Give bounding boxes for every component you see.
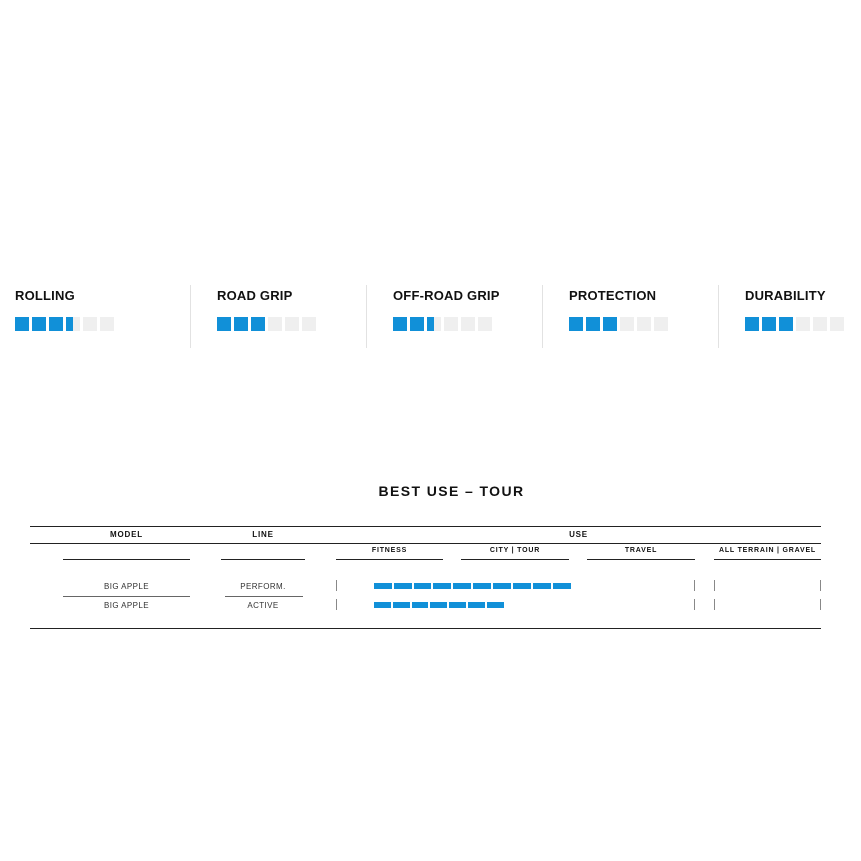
rating-label: PROTECTION xyxy=(569,288,657,303)
use-range-bar xyxy=(374,602,504,608)
rating-segment xyxy=(49,317,63,331)
use-tick xyxy=(694,580,695,591)
rating-segment-fill xyxy=(762,317,776,331)
use-tick xyxy=(694,599,695,610)
rating-segment-fill xyxy=(49,317,63,331)
header-rule xyxy=(30,543,821,544)
rating-segment-fill xyxy=(15,317,29,331)
rating-segment-fill xyxy=(217,317,231,331)
use-category-travel: TRAVEL xyxy=(624,547,658,554)
use-bar-segment xyxy=(393,602,410,608)
use-bar-segment xyxy=(374,583,392,589)
rating-segment xyxy=(15,317,29,331)
rating-segment-fill xyxy=(393,317,407,331)
rating-segment xyxy=(779,317,793,331)
rating-label: OFF-ROAD GRIP xyxy=(393,288,500,303)
rating-segment-fill xyxy=(569,317,583,331)
rating-segment xyxy=(637,317,651,331)
rating-meter xyxy=(745,317,847,331)
use-tick xyxy=(336,599,337,610)
rating-segment xyxy=(285,317,299,331)
rating-segment-fill xyxy=(603,317,617,331)
rating-segment-fill xyxy=(234,317,248,331)
divider xyxy=(366,285,367,348)
rating-segment-fill xyxy=(32,317,46,331)
use-range-bar xyxy=(374,583,571,589)
rating-segment xyxy=(410,317,424,331)
rating-segment xyxy=(461,317,475,331)
row-divider xyxy=(225,596,303,597)
rating-segment xyxy=(393,317,407,331)
table-bottom-rule xyxy=(30,628,821,629)
row-line: PERFORM. xyxy=(240,582,286,591)
row-line: ACTIVE xyxy=(247,601,279,610)
use-tick xyxy=(336,580,337,591)
divider xyxy=(542,285,543,348)
use-bar-segment xyxy=(394,583,412,589)
rating-segment-fill xyxy=(586,317,600,331)
use-bar-segment xyxy=(493,583,511,589)
row-model: BIG APPLE xyxy=(104,601,149,610)
rating-meter xyxy=(393,317,495,331)
fitness-underline xyxy=(336,559,443,560)
rating-segment xyxy=(586,317,600,331)
column-header-model: MODEL xyxy=(110,530,143,539)
rating-segment xyxy=(302,317,316,331)
use-bar-segment xyxy=(473,583,491,589)
rating-segment xyxy=(66,317,80,331)
use-bar-segment xyxy=(430,602,447,608)
rating-segment xyxy=(234,317,248,331)
use-bar-segment xyxy=(374,602,391,608)
rating-segment xyxy=(32,317,46,331)
rating-meter xyxy=(15,317,117,331)
rating-segment xyxy=(796,317,810,331)
row-divider xyxy=(63,596,190,597)
rating-segment xyxy=(478,317,492,331)
rating-segment xyxy=(268,317,282,331)
rating-meter xyxy=(217,317,319,331)
rating-segment xyxy=(762,317,776,331)
rating-segment xyxy=(745,317,759,331)
use-tick xyxy=(714,580,715,591)
divider xyxy=(190,285,191,348)
rating-segment xyxy=(427,317,441,331)
rating-meter xyxy=(569,317,671,331)
use-bar-segment xyxy=(453,583,471,589)
use-bar-segment xyxy=(513,583,531,589)
row-model: BIG APPLE xyxy=(104,582,149,591)
divider xyxy=(718,285,719,348)
use-tick xyxy=(820,580,821,591)
city-tour-underline xyxy=(461,559,569,560)
ratings-row xyxy=(0,283,861,348)
column-header-line: LINE xyxy=(252,530,274,539)
use-category-all-terrain: ALL TERRAIN | GRAVEL xyxy=(718,547,817,554)
rating-segment xyxy=(100,317,114,331)
use-bar-segment xyxy=(487,602,504,608)
rating-segment xyxy=(603,317,617,331)
rating-label: ROLLING xyxy=(15,288,75,303)
all-terrain-underline xyxy=(714,559,821,560)
rating-segment xyxy=(83,317,97,331)
use-category-fitness: FITNESS xyxy=(371,547,408,554)
use-bar-segment xyxy=(412,602,429,608)
rating-segment-fill xyxy=(66,317,73,331)
use-bar-segment xyxy=(449,602,466,608)
rating-label: DURABILITY xyxy=(745,288,826,303)
rating-segment xyxy=(620,317,634,331)
table-top-rule xyxy=(30,526,821,527)
rating-segment-fill xyxy=(410,317,424,331)
rating-segment xyxy=(813,317,827,331)
use-bar-segment xyxy=(414,583,432,589)
use-bar-segment xyxy=(553,583,571,589)
rating-segment xyxy=(444,317,458,331)
rating-segment xyxy=(251,317,265,331)
rating-segment-fill xyxy=(745,317,759,331)
rating-segment xyxy=(654,317,668,331)
rating-label: ROAD GRIP xyxy=(217,288,293,303)
rating-segment xyxy=(830,317,844,331)
travel-underline xyxy=(587,559,695,560)
rating-segment xyxy=(217,317,231,331)
use-bar-segment xyxy=(468,602,485,608)
use-bar-segment xyxy=(533,583,551,589)
rating-segment-fill xyxy=(251,317,265,331)
rating-segment-fill xyxy=(427,317,434,331)
column-header-use: USE xyxy=(569,530,588,539)
best-use-title: BEST USE – TOUR xyxy=(378,483,525,499)
use-category-city-tour: CITY | TOUR xyxy=(489,547,541,554)
line-underline xyxy=(221,559,305,560)
rating-segment-fill xyxy=(779,317,793,331)
rating-segment xyxy=(569,317,583,331)
use-bar-segment xyxy=(433,583,451,589)
use-tick xyxy=(714,599,715,610)
use-tick xyxy=(820,599,821,610)
model-underline xyxy=(63,559,190,560)
